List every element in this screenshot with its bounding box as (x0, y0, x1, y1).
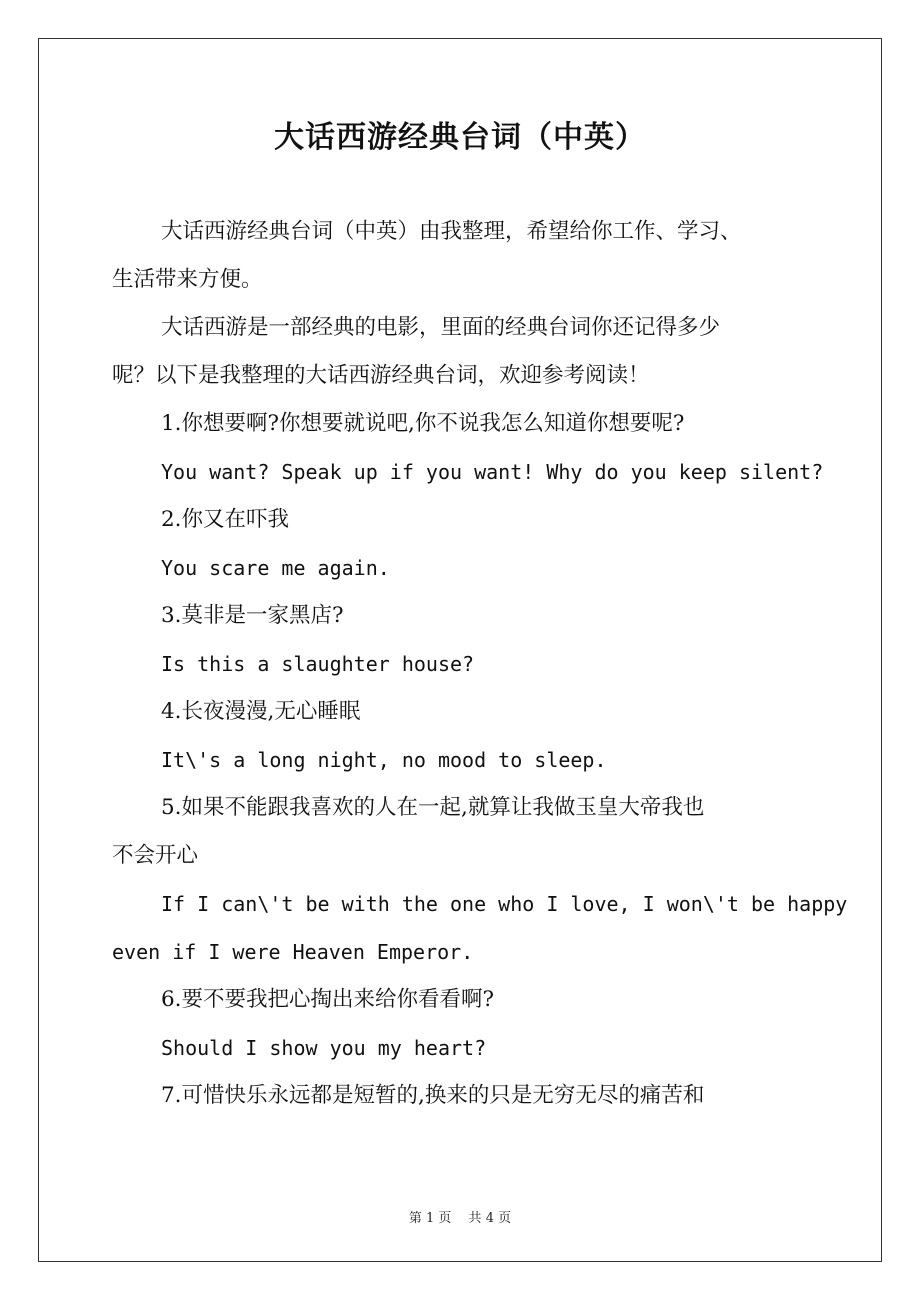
body-line: 生活带来方便。 (112, 267, 263, 292)
body-line: 2.你又在吓我 (161, 507, 290, 532)
document-title: 大话西游经典台词（中英） (274, 120, 646, 155)
page-footer: 第 1 页 共 4 页 (408, 1211, 512, 1226)
body-line: 3.莫非是一家黑店? (161, 603, 344, 628)
body-line: 5.如果不能跟我喜欢的人在一起,就算让我做玉皇大帝我也 (161, 795, 705, 820)
body-line: 6.要不要我把心掏出来给你看看啊? (161, 987, 495, 1012)
body-line: even if I were Heaven Emperor. (112, 940, 474, 964)
body-line: You scare me again. (161, 556, 390, 580)
body-line: It\'s a long night, no mood to sleep. (161, 748, 607, 772)
body-line: 呢？以下是我整理的大话西游经典台词，欢迎参考阅读！ (112, 363, 650, 388)
body-line: You want? Speak up if you want! Why do you keep silent? (161, 460, 824, 484)
body-line: 大话西游经典台词（中英）由我整理，希望给你工作、学习、 (161, 219, 742, 244)
body-line: 4.长夜漫漫,无心睡眠 (161, 699, 361, 724)
body-line: 7.可惜快乐永远都是短暂的,换来的只是无穷无尽的痛苦和 (161, 1083, 705, 1108)
body-line: Should I show you my heart? (161, 1036, 487, 1060)
document-body (112, 208, 848, 1120)
body-line: Is this a slaughter house? (161, 652, 475, 676)
body-line: 1.你想要啊?你想要就说吧,你不说我怎么知道你想要呢? (161, 411, 685, 436)
body-line: If I can\'t be with the one who I love, I won\'t be happy (161, 892, 848, 916)
body-line: 大话西游是一部经典的电影，里面的经典台词你还记得多少 (161, 315, 721, 340)
body-line: 不会开心 (112, 843, 199, 868)
